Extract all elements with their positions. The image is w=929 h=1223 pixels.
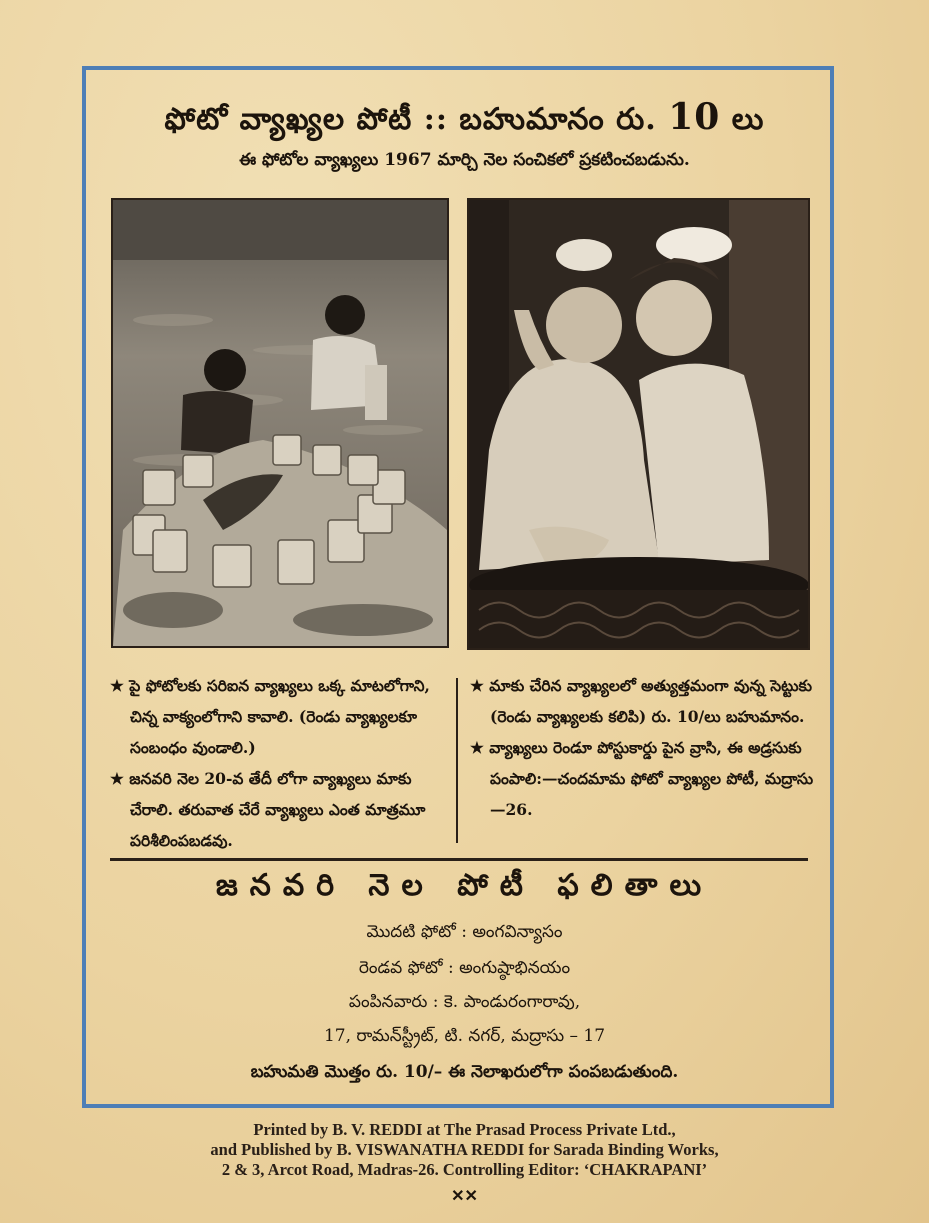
imprint-line: 2 & 3, Arcot Road, Madras-26. Controlling Editor: ‘CHAKRAPANI’ [221,1160,708,1179]
contest-title-text: ఫోటో వ్యాఖ్యల పోటీ :: బహుమానం రు. [164,102,657,137]
second-photo-result: రెండవ ఫోటో : అంగుష్ఠాభినయం [358,958,571,978]
contest-title [0,96,929,144]
rules-right-column [470,670,815,825]
printer-imprint [0,1120,929,1180]
contest-subtitle: ఈ ఫోటోల వ్యాఖ్యలు 1967 మార్చి నెల సంచికలో ప్రకటించబడును. [239,150,690,170]
photo-sand-castle [111,198,449,648]
photo-girls-kissing [467,198,810,650]
imprint-line: and Published by B. VISWANATHA REDDI for Sarada Binding Works, [210,1140,719,1159]
footer-mark: ✕✕ [451,1186,478,1205]
rules-left-column [110,670,450,856]
winner-name: పంపినవారు : కె. పాండురంగారావు, [348,992,581,1012]
results-title: జనవరి నెల పోటీ ఫలితాలు [215,868,714,903]
first-photo-result: మొదటి ఫోటో : అంగవిన్యాసం [366,922,563,942]
section-divider [110,858,808,861]
prize-note: బహుమతి మొత్తం రు. 10/– ఈ నెలాఖరులోగా పంపబడుతుంది. [250,1062,679,1082]
column-divider [456,678,458,843]
rule-item: ★ మాకు చేరిన వ్యాఖ్యలలో అత్యుత్తమంగా వున్న సెట్టుకు (రెండు వ్యాఖ్యలకు కలిపి) రు. 10/లు బహుమానం. [470,676,812,726]
imprint-line: Printed by B. V. REDDI at The Prasad Process Private Ltd., [253,1120,676,1139]
rule-item: ★ జనవరి నెల 20-వ తేదీ లోగా వ్యాఖ్యలు మాకు చేరాలి. తరువాత చేరే వ్యాఖ్యలు ఎంత మాత్రమూ పరిశీలింపబడవు. [110,769,426,850]
prize-amount: 10 [668,96,721,138]
winner-address: 17, రామన్‌స్ట్రీట్, టి. నగర్, మద్రాసు – 17 [323,1026,606,1046]
rule-item: ★ వ్యాఖ్యలు రెండూ పోస్టుకార్డు పైన వ్రాసి, ఈ అడ్రసుకు పంపాలి:—చందమామ ఫోటో వ్యాఖ్యల పోటీ, మద్రాసు—26. [470,738,814,819]
prize-suffix: లు [731,102,765,137]
rule-item: ★ పై ఫోటోలకు సరిఐన వ్యాఖ్యలు ఒక్క మాటలోగాని, చిన్న వాక్యంలోగాని కావాలి. (రెండు వ్యాఖ్యలకూ సంబంధం వుండాలి.) [110,676,430,757]
